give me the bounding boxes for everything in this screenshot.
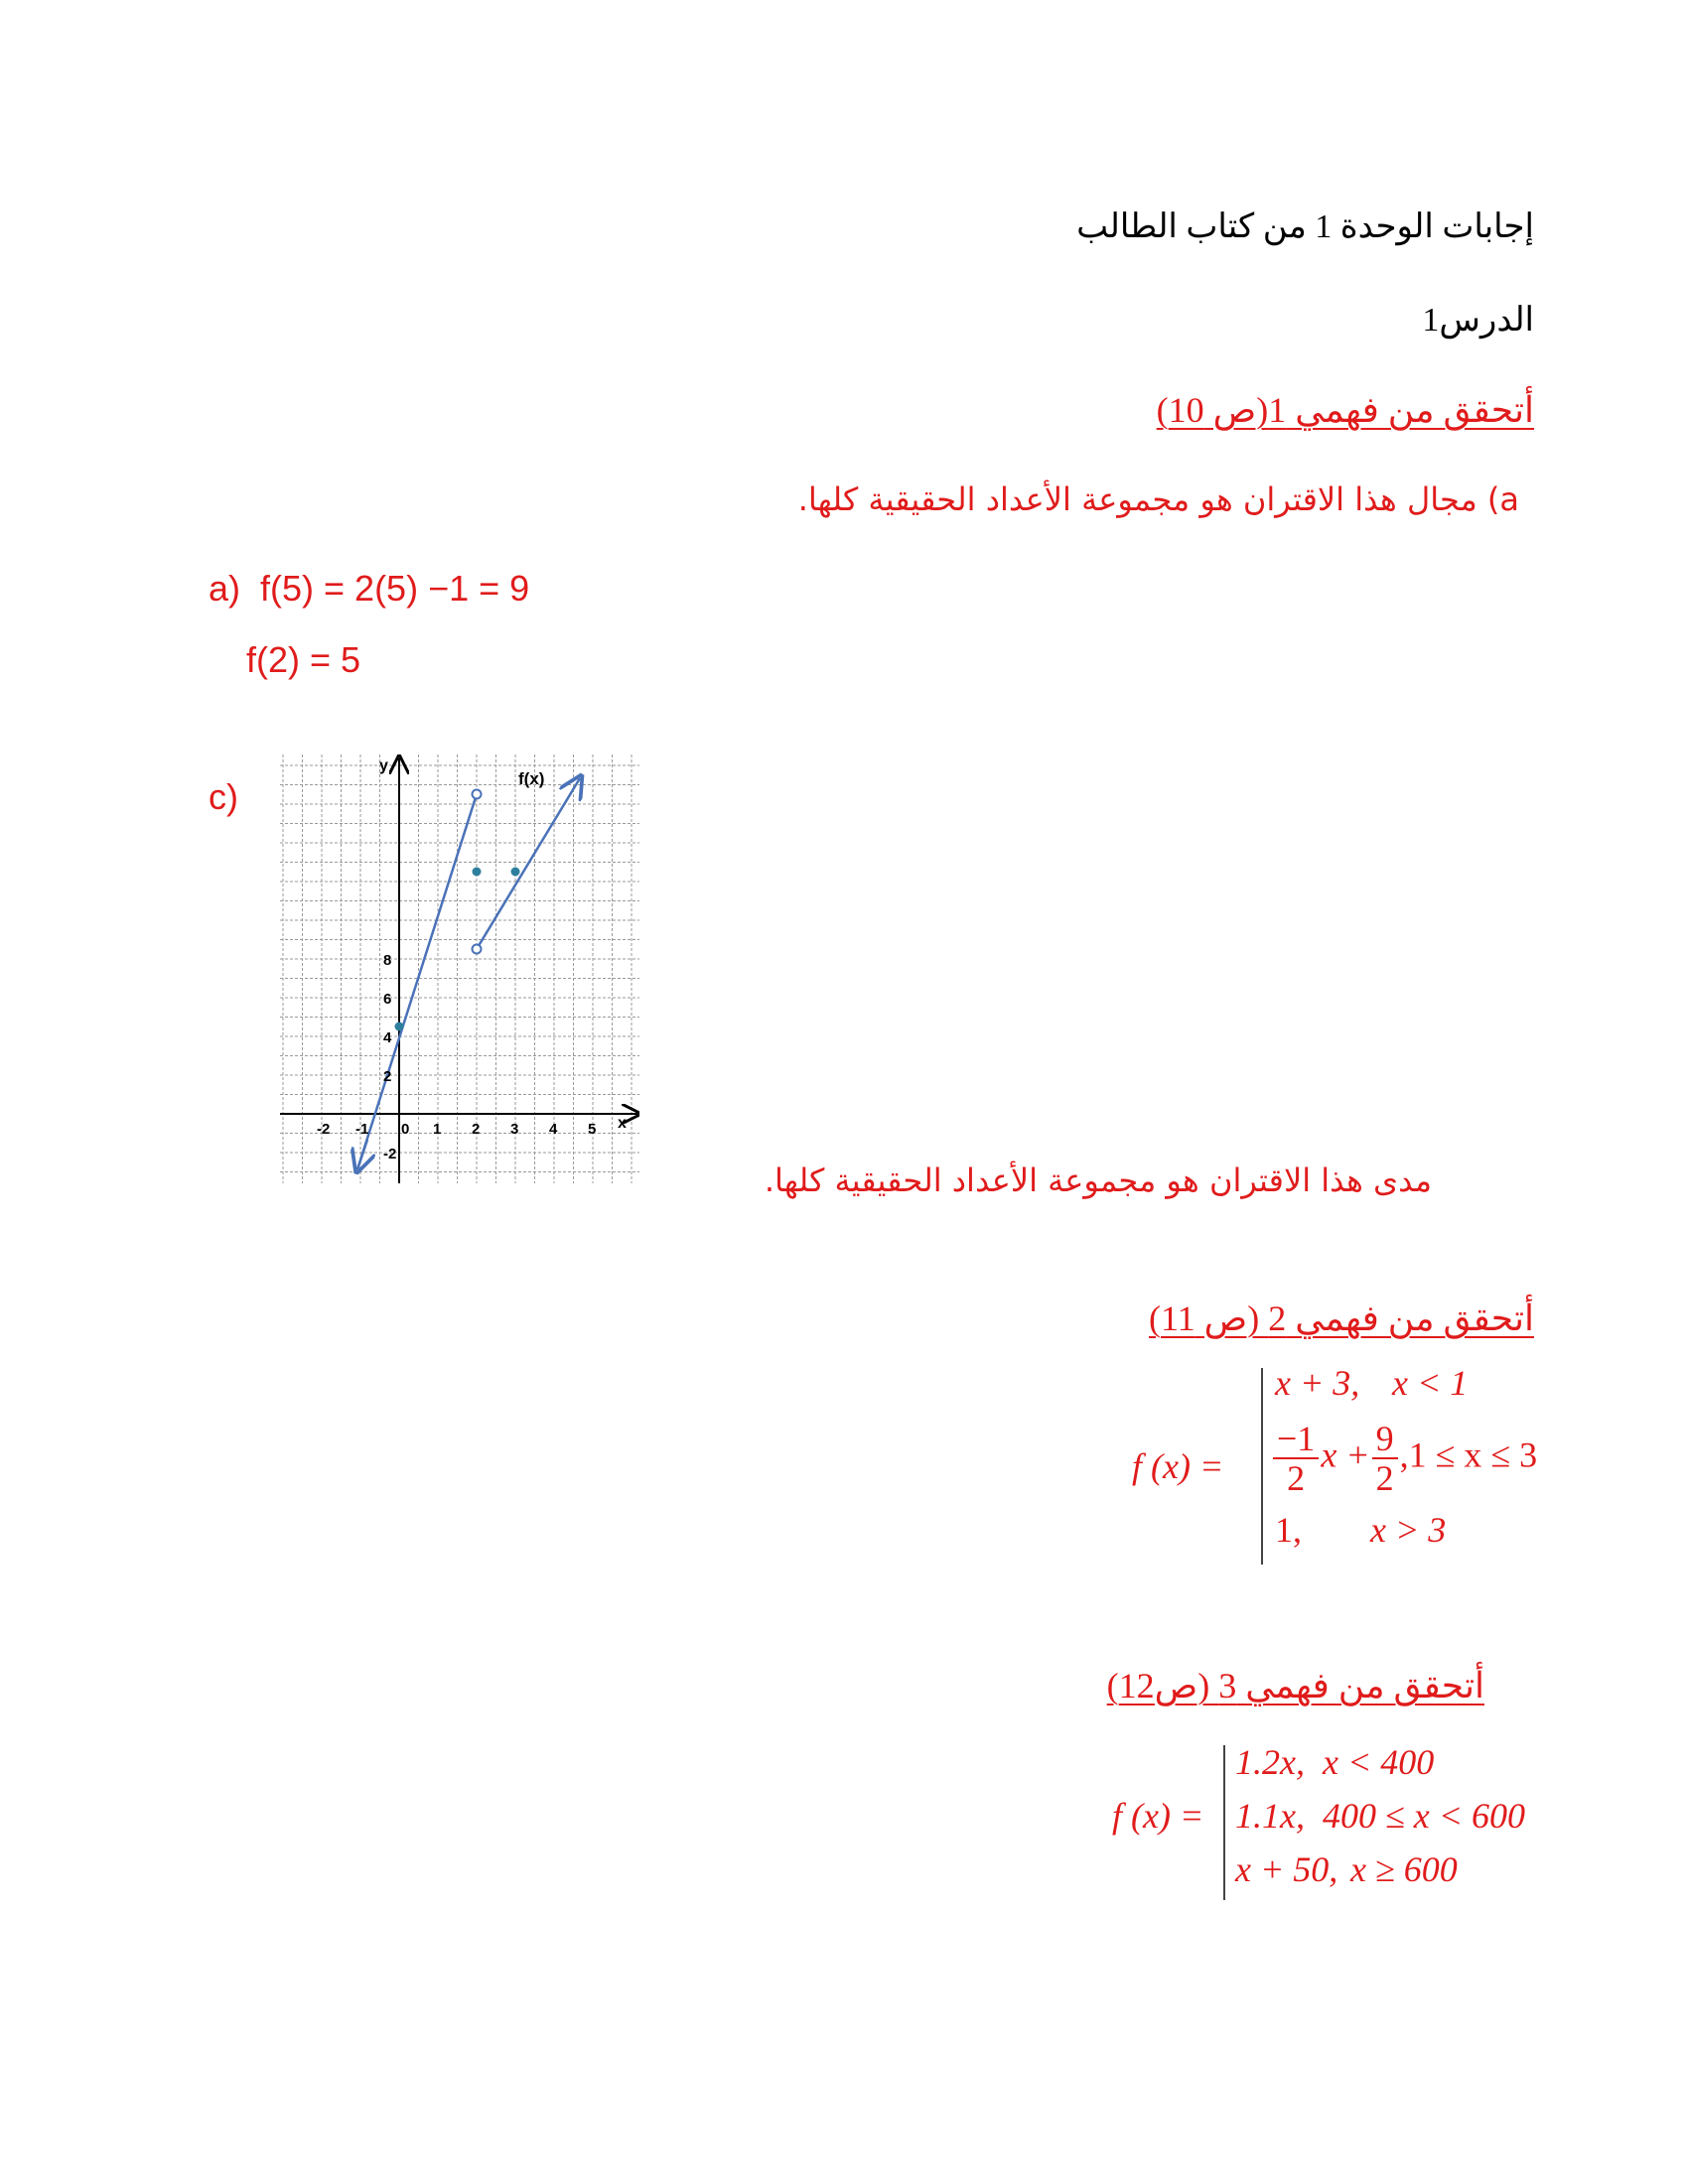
- y-axis-label: y: [379, 757, 388, 774]
- answer-a-line2: f(2) = 5: [246, 639, 361, 680]
- range-text: مدى هذا الاقتران هو مجموعة الأعداد الحقيقية كلها.: [764, 1161, 1432, 1199]
- pw2-row1-expr: 1.2x,: [1235, 1742, 1305, 1782]
- pw2-row3-expr: x + 50,: [1235, 1849, 1338, 1889]
- x-tick-label: 1: [433, 1121, 442, 1138]
- pw2-row1-cond: x < 400: [1323, 1742, 1435, 1782]
- pw2-row2-expr: 1.1x,: [1235, 1796, 1305, 1836]
- closed-point-2-5: [473, 868, 482, 877]
- check2-heading: أتحقق من فهمي 2 (ص 11): [1149, 1298, 1534, 1338]
- pw1-row2: [1271, 1420, 1537, 1497]
- answer-a-line1: a) f(5) = 2(5) −1 = 9: [209, 568, 530, 609]
- pw1-frac2: [1372, 1420, 1398, 1497]
- x-tick-label: 3: [510, 1121, 519, 1138]
- function-label: f(x): [518, 769, 545, 788]
- pw1-frac1-num: −1: [1273, 1420, 1319, 1459]
- closed-point-3-5: [511, 868, 520, 877]
- pw1-row2-cond: ,1 ≤ x ≤ 3: [1399, 1434, 1538, 1475]
- y-tick-labels: [383, 952, 396, 1162]
- x-tick-label: 4: [549, 1121, 558, 1138]
- pw2-row3-cond: x ≥ 600: [1350, 1849, 1458, 1889]
- open-point-2-8: [473, 790, 482, 799]
- page-title: إجابات الوحدة 1 من كتاب الطالب: [1076, 208, 1534, 245]
- pw1-frac1: [1273, 1420, 1319, 1497]
- piecewise-function-1: [1132, 1360, 1549, 1578]
- x-tick-label: -2: [317, 1121, 331, 1138]
- lesson-label: الدرس1: [1422, 302, 1534, 339]
- open-point-2-3: [473, 945, 482, 954]
- domain-text: a) مجال هذا الاقتران هو مجموعة الأعداد الحقيقية كلها.: [797, 480, 1519, 518]
- pw1-lhs: f (x) =: [1132, 1446, 1224, 1486]
- graph-svg: [280, 754, 639, 1183]
- pw1-brace: [1261, 1368, 1263, 1565]
- y-tick-label: -2: [383, 1146, 397, 1162]
- function-graph: [280, 754, 639, 1183]
- x-tick-label: 2: [472, 1121, 481, 1138]
- pw1-frac2-den: 2: [1375, 1458, 1394, 1498]
- x-axis-label: x: [618, 1115, 627, 1132]
- f-arrow-left: [357, 1140, 367, 1169]
- answer-c-label: c): [209, 776, 238, 817]
- pw2-row2-cond: 400 ≤ x < 600: [1323, 1796, 1526, 1836]
- x-tick-labels: [317, 1121, 596, 1138]
- x-tick-label: -1: [355, 1121, 369, 1138]
- check3-heading: أتحقق من فهمي 3 (ص12): [1106, 1666, 1484, 1706]
- pw1-frac2-num: 9: [1372, 1420, 1398, 1459]
- pw1-row1-expr: x + 3,: [1275, 1363, 1360, 1403]
- y-tick-label: 8: [383, 952, 392, 969]
- closed-point-0-2: [395, 1023, 404, 1031]
- pw2-brace: [1223, 1745, 1225, 1900]
- pw1-row3-expr: 1,: [1275, 1510, 1302, 1550]
- pw1-row1-cond: x < 1: [1392, 1363, 1469, 1403]
- y-tick-label: 6: [383, 991, 392, 1008]
- y-tick-label: 4: [383, 1029, 392, 1046]
- graph-grid: [280, 754, 639, 1183]
- pw2-lhs: f (x) =: [1112, 1796, 1204, 1836]
- x-tick-label: 5: [588, 1121, 597, 1138]
- pw1-frac1-den: 2: [1287, 1458, 1306, 1498]
- y-tick-label: 2: [383, 1068, 392, 1085]
- piecewise-function-2: [1112, 1739, 1579, 1918]
- check1-heading: أتحقق من فهمي 1(ص 10): [1156, 390, 1534, 430]
- pw1-row3-cond: x > 3: [1370, 1510, 1447, 1550]
- x-tick-label: 0: [401, 1121, 410, 1138]
- pw1-row2-mid: x +: [1321, 1434, 1370, 1475]
